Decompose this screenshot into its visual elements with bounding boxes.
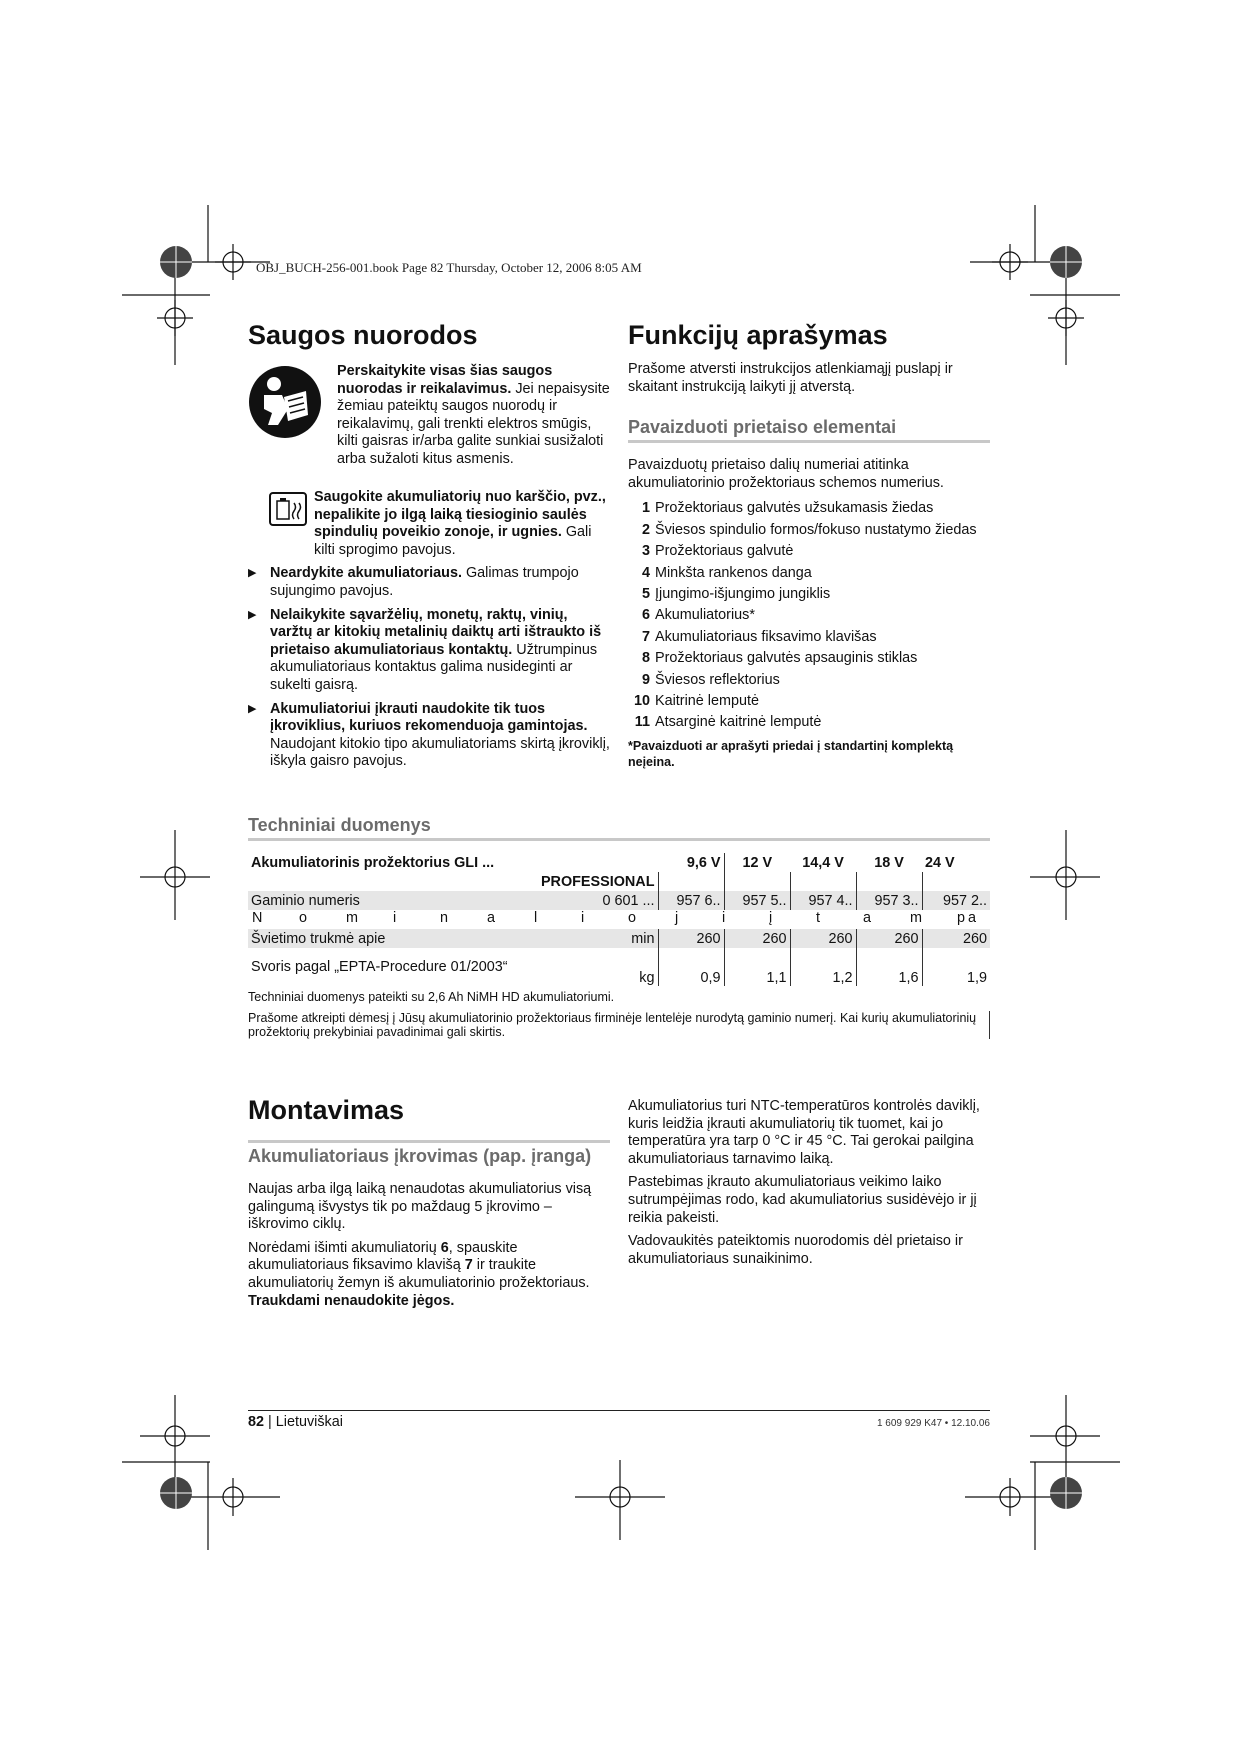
read-instructions-block: [248, 363, 610, 483]
montage-p1: Naujas arba ilgą laiką nenaudotas akumuliatorius visą galingumą išvystys tik po maždaug 5 įkrovimo – iškrovimo ciklų.: [248, 1181, 592, 1233]
tech-title: Techniniai duomenys: [248, 812, 990, 841]
montage-r1: Akumuliatorius turi NTC-temperatūros kontrolės daviklį, kuris leidžia įkrauti akumuliatorių tik tuomet, kai jo temperatūra yra tarp 0 °C ir 45 °C. Tai gerokai pailgina akumuliatoriaus tarnavimo laiką.: [628, 1098, 980, 1167]
list-item: 11 Atsarginė kaitrinė lemputė: [634, 714, 822, 731]
safety-title: Saugos nuorodos: [248, 320, 478, 350]
spread-letter: o: [299, 910, 308, 926]
professional-label: PROFESSIONAL: [540, 873, 655, 890]
battery-heat-icon: [268, 489, 310, 529]
function-section: [628, 320, 990, 770]
spread-letter: i: [581, 910, 585, 926]
list-item: 9 Šviesos reflektorius: [641, 671, 780, 688]
tech-section: [248, 812, 990, 1039]
voltage-header: 24 V: [925, 854, 955, 871]
list-item: 4 Minkšta rankenos danga: [641, 564, 812, 581]
footer-code: 1 609 929 K47 • 12.10.06: [876, 1418, 990, 1429]
safety-section: [248, 320, 610, 777]
safety-bullet: ▶ Akumuliatoriui įkrauti naudokite tik tuos įkroviklius, kuriuos rekomenduoja gamintojas. Naudojant kitokio tipo akumuliatoriams skirtą įkroviklį, iškyla gaisro pavojus.: [248, 700, 610, 770]
safety-bullet: ▶ Nelaikykite sąvaržėlių, monetų, raktų, vinių, varžtų ar kitokių metalinių daiktų arti ištraukto iš prietaiso akumuliatoriaus kontaktų. Užtrumpinus akumuliatoriaus kontaktus galima nusideginti ar sukelti gaisrą.: [248, 606, 602, 693]
spread-letter: m: [910, 910, 922, 926]
list-item: 5 Įjungimo-išjungimo jungiklis: [641, 585, 831, 602]
table-row: Svoris pagal „EPTA-Procedure 01/2003“ kg 0,9 1,1 1,2 1,6 1,9: [248, 948, 990, 986]
charging-subtitle: Akumuliatoriaus įkrovimas (pap. įranga): [248, 1140, 610, 1167]
nominal-voltage-spread: [248, 910, 990, 929]
spread-letter: i: [393, 910, 397, 926]
spread-letter: o: [628, 910, 637, 926]
bullet-triangle-icon: ▶: [248, 608, 257, 621]
list-item: 3 Prožektoriaus galvutė: [641, 543, 794, 560]
page-number: 82: [248, 1414, 265, 1430]
table-row-spread: [248, 910, 990, 929]
voltage-header: 12 V: [724, 853, 790, 872]
montage-right: [628, 1098, 990, 1268]
voltage-header: 18 V: [874, 854, 904, 871]
montage-section: [248, 1095, 610, 1310]
spread-letter: t: [816, 910, 820, 926]
safety-bullet: ▶ Neardykite akumuliatoriaus. Galimas trumpojo sujungimo pavojus.: [248, 565, 579, 599]
spread-letter: j: [675, 910, 679, 926]
footer: 82 | Lietuviškai 1 609 929 K47 • 12.10.06: [248, 1410, 990, 1430]
elements-list: [628, 500, 990, 732]
bullet-triangle-icon: ▶: [248, 567, 257, 580]
elements-intro: Pavaizduotų prietaiso dalių numeriai atitinka akumuliatorinio prožektoriaus schemos numerius.: [628, 457, 944, 491]
function-title: Funkcijų aprašymas: [628, 320, 888, 350]
tech-note-2: Prašome atkreipti dėmesį į Jūsų akumuliatorinio prožektoriaus firminėje lentelėje nurodytą gaminio numerį. Kai kurių akumuliatorinių prožektorių prekybiniai pavadinimai gali skirtis.: [248, 1011, 990, 1039]
function-intro: Prašome atversti instrukcijos atlenkiamąjį puslapį ir skaitant instrukciją laikyti jį atverstą.: [628, 361, 953, 395]
spread-letter: a: [487, 910, 496, 926]
list-item: 6 Akumuliatorius*: [641, 607, 755, 624]
footer-language: Lietuviškai: [275, 1414, 343, 1430]
spread-letter: a: [968, 910, 977, 926]
spread-letter: a: [863, 910, 872, 926]
list-item: 2 Šviesos spindulio formos/fokuso nustatymo žiedas: [641, 521, 977, 538]
montage-p2: Norėdami išimti akumuliatorių 6, spauskite akumuliatoriaus fiksavimo klavišą 7 ir traukite akumuliatorių žemyn iš akumuliatorinio prožektoriaus. Traukdami nenaudokite jėgos.: [248, 1239, 590, 1309]
voltage-header: 14,4 V: [802, 854, 844, 871]
list-item: 8 Prožektoriaus galvutės apsauginis stiklas: [641, 650, 918, 667]
read-manual-icon: [248, 365, 322, 439]
list-item: 1 Prožektoriaus galvutės užsukamasis žiedas: [641, 500, 934, 517]
list-item: 7 Akumuliatoriaus fiksavimo klavišas: [641, 628, 877, 645]
spread-letter: p: [957, 910, 966, 926]
table-row: Gaminio numeris 0 601 ... 957 6.. 957 5.. 957 4.. 957 3.. 957 2..: [248, 891, 990, 910]
spread-letter: į: [769, 910, 773, 926]
spread-letter: i: [722, 910, 726, 926]
battery-heat-text: Saugokite akumuliatorių nuo karščio, pvz., nepalikite jo ilgą laiką tiesioginio saulės spindulių poveikio zonoje, ir ugnies. Gali kilti sprogimo pavojus.: [314, 489, 606, 558]
montage-r3: Vadovaukitės pateiktomis nuorodomis dėl prietaiso ir akumuliatoriaus sunaikinimo.: [628, 1233, 963, 1267]
voltage-header: 9,6 V: [686, 854, 721, 871]
spread-letter: n: [440, 910, 449, 926]
elements-subtitle: Pavaizduoti prietaiso elementai: [628, 414, 990, 443]
montage-title: Montavimas: [248, 1095, 405, 1125]
battery-heat-block: [248, 489, 610, 559]
bullet-triangle-icon: ▶: [248, 702, 257, 715]
spread-letter: N: [252, 910, 263, 926]
file-header: OBJ_BUCH-256-001.book Page 82 Thursday, October 12, 2006 8:05 AM: [256, 260, 642, 275]
accessories-note: *Pavaizduoti ar aprašyti priedai į standartinį komplektą neįeina.: [628, 738, 954, 769]
spread-letter: m: [346, 910, 358, 926]
tech-note-1: Techniniai duomenys pateikti su 2,6 Ah NiMH HD akumuliatoriumi.: [248, 990, 615, 1004]
spread-letter: l: [534, 910, 538, 926]
product-label: Akumuliatorinis prožektorius GLI ...: [251, 854, 495, 871]
table-row: Švietimo trukmė apie min 260 260 260 260 260: [248, 929, 990, 948]
safety-bullets: [248, 565, 610, 771]
safety-intro: Perskaitykite visas šias saugos nuorodas ir reikalavimus. Jei nepaisysite žemiau pateiktų saugos nuorodų ir reikalavimų, gali trenkti elektros smūgis, kilti gaisras ir/arba galite sunkiai susižaloti arba sužaloti kitus asmenis.: [337, 363, 610, 467]
tech-table: [248, 853, 990, 986]
list-item: 10 Kaitrinė lemputė: [633, 692, 759, 709]
montage-r2: Pastebimas įkrauto akumuliatoriaus veikimo laiko sutrumpėjimas rodo, kad akumuliatorius susidėvėjo ir jį reikia pakeisti.: [628, 1174, 977, 1226]
